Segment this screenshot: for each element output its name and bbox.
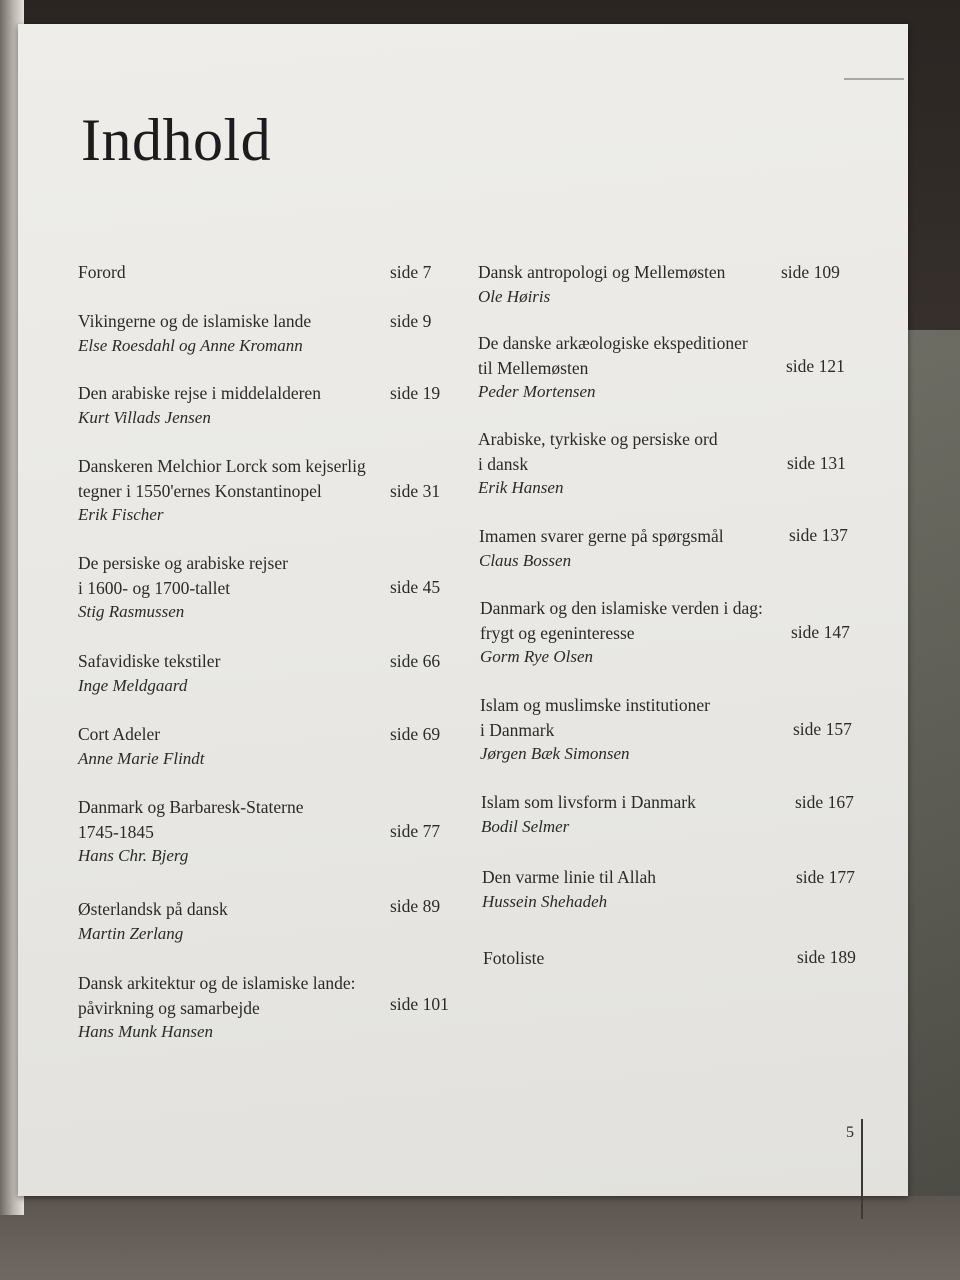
entry-author: Claus Bossen <box>479 550 572 570</box>
entry-title: Forord <box>78 262 126 282</box>
entry-page: side 101 <box>390 994 449 1014</box>
entry-title: Imamen svarer gerne på spørgsmål <box>479 526 724 546</box>
book-page <box>18 24 908 1196</box>
entry-page: side 45 <box>390 577 441 597</box>
entry-page: side 77 <box>390 821 441 841</box>
entry-title: Danmark og den islamiske verden i dag: frygt og egeninteresse <box>480 598 763 643</box>
table-surface <box>905 330 960 1200</box>
toc-entry <box>480 596 763 669</box>
entry-page: side 31 <box>390 481 441 501</box>
toc-entry <box>480 693 710 766</box>
entry-title: Vikingerne og de islamiske lande <box>78 311 312 331</box>
entry-author: Stig Rasmussen <box>78 602 185 621</box>
entry-page: side 157 <box>793 719 852 739</box>
entry-title: Dansk antropologi og Mellemøsten <box>478 262 726 282</box>
entry-page: side 69 <box>390 724 441 744</box>
entry-author: Anne Marie Flindt <box>78 748 205 768</box>
entry-page: side 189 <box>797 947 856 967</box>
toc-entry <box>78 971 356 1044</box>
entry-title: Cort Adeler <box>78 724 161 744</box>
toc-entry <box>78 722 205 771</box>
entry-page: side 9 <box>390 311 432 331</box>
toc-entry <box>478 427 718 500</box>
entry-page: side 109 <box>781 262 840 282</box>
toc-entry <box>78 795 303 868</box>
entry-author: Erik Fischer <box>78 505 164 524</box>
entry-title: Dansk arkitektur og de islamiske lande: påvirkning og samarbejde <box>78 973 356 1018</box>
toc-entry <box>78 309 311 358</box>
toc-entry <box>78 897 228 946</box>
entry-author: Peder Mortensen <box>478 382 596 401</box>
top-rule <box>844 78 904 80</box>
entry-title: Islam og muslimske institutioner i Danmark <box>480 695 710 740</box>
entry-title: Safavidiske tekstiler <box>78 651 221 671</box>
page-title: Indhold <box>81 107 272 173</box>
entry-page: side 19 <box>390 383 441 403</box>
entry-author: Jørgen Bæk Simonsen <box>480 744 630 763</box>
page-number: 5 <box>846 1124 854 1141</box>
toc-entry <box>78 551 288 624</box>
entry-page: side 131 <box>787 453 846 473</box>
side-rule <box>861 1119 863 1219</box>
entry-title: De danske arkæologiske ekspeditioner til Mellemøsten <box>478 333 748 378</box>
entry-page: side 7 <box>390 262 432 282</box>
entry-author: Hans Chr. Bjerg <box>78 846 189 865</box>
toc-entry <box>482 865 656 914</box>
toc-entry <box>478 260 725 309</box>
entry-title: Fotoliste <box>483 948 545 968</box>
toc-entry <box>483 946 544 971</box>
entry-title: Østerlandsk på dansk <box>78 899 228 919</box>
toc-entry <box>78 454 366 527</box>
entry-author: Martin Zerlang <box>78 923 184 943</box>
toc-entry <box>479 524 724 573</box>
entry-author: Gorm Rye Olsen <box>480 647 593 666</box>
entry-page: side 177 <box>796 867 855 887</box>
entry-page: side 89 <box>390 896 441 916</box>
toc-entry <box>78 381 321 430</box>
toc-entry <box>78 260 126 285</box>
entry-title: Danskeren Melchior Lorck som kejserlig tegner i 1550'ernes Konstantinopel <box>78 456 366 501</box>
entry-title: De persiske og arabiske rejser i 1600- og 1700-tallet <box>78 553 288 598</box>
toc-entry <box>478 331 748 404</box>
entry-page: side 147 <box>791 622 850 642</box>
entry-author: Inge Meldgaard <box>78 675 188 695</box>
entry-author: Erik Hansen <box>478 478 564 497</box>
entry-author: Ole Høiris <box>478 286 551 306</box>
entry-author: Else Roesdahl og Anne Kromann <box>78 335 303 355</box>
entry-author: Bodil Selmer <box>481 816 570 836</box>
entry-page: side 137 <box>789 525 848 545</box>
entry-page: side 66 <box>390 651 441 671</box>
entry-title: Danmark og Barbaresk-Staterne 1745-1845 <box>78 797 304 842</box>
entry-page: side 167 <box>795 792 854 812</box>
entry-author: Hussein Shehadeh <box>482 891 608 911</box>
entry-title: Den varme linie til Allah <box>482 867 656 887</box>
entry-author: Hans Munk Hansen <box>78 1022 214 1041</box>
entry-author: Kurt Villads Jensen <box>78 407 211 427</box>
entry-page: side 121 <box>786 356 845 376</box>
entry-title: Den arabiske rejse i middelalderen <box>78 383 321 403</box>
table-foreground <box>0 1196 960 1280</box>
entry-title: Arabiske, tyrkiske og persiske ord i dansk <box>478 429 718 474</box>
toc-entry <box>481 790 696 839</box>
toc-entry <box>78 649 220 698</box>
entry-title: Islam som livsform i Danmark <box>481 792 696 812</box>
